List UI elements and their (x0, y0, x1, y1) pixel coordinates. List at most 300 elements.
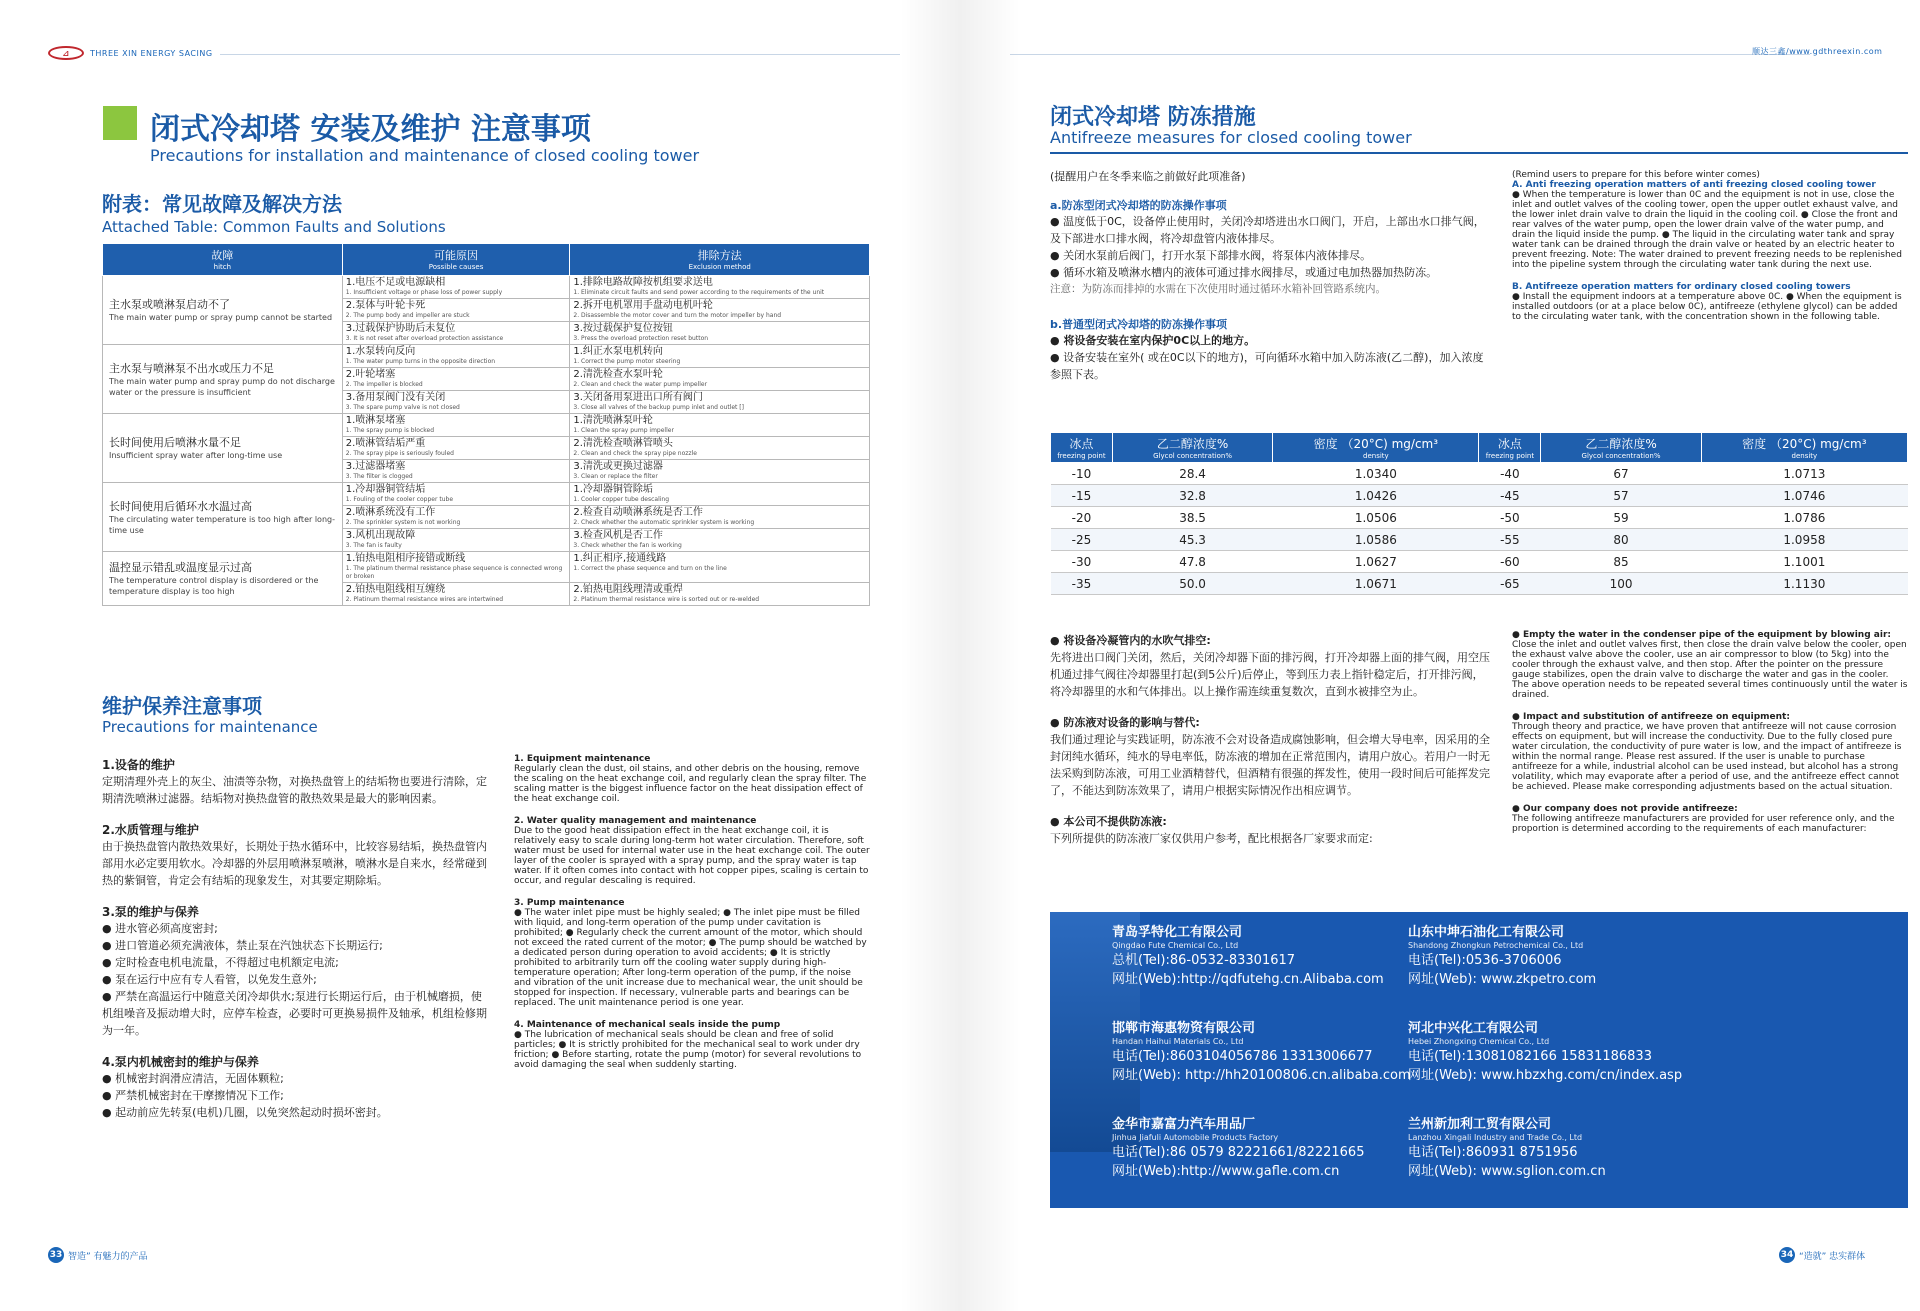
cause-en: 3. The filter is clogged (345, 473, 413, 480)
cause-cn: 1.水泵转向反向 (345, 346, 416, 357)
b-item-text: 将设备安装在室内保护0C以上的地方。 (1063, 334, 1256, 347)
company-entry (1408, 1020, 1682, 1085)
company-tel: 电话(Tel):860931 8751956 (1408, 1145, 1578, 1160)
at-cell: 38.5 (1112, 507, 1272, 529)
a-item-text: 循环水箱及喷淋水槽内的液体可通过排水阀排尽，或通过电加热器加热防冻。 (1063, 266, 1438, 279)
company-web: 网址(Web): www.sglion.com.cn (1408, 1164, 1606, 1179)
at-cell: -45 (1479, 485, 1541, 507)
header-cn: 可能原因 (434, 249, 479, 262)
ops-cn-column (1050, 632, 1490, 847)
page-slogan-right: “造就” 忠实群体 (1799, 1251, 1866, 1262)
at-cell: -25 (1051, 529, 1113, 551)
en-impact-heading: ● Impact and substitution of antifreeze on equipment: (1512, 712, 1790, 722)
at-header-cn: 密度 （20°C) mg/cm³ (1742, 437, 1867, 451)
noprov-text: 下列所提供的防冻液厂家仅供用户参考，配比根据各厂家要求而定: (1050, 832, 1373, 845)
at-cell: -60 (1479, 551, 1541, 573)
at-row (1051, 463, 1908, 485)
cause-cn: 2.叶轮堵塞 (345, 369, 396, 380)
fault-cell (103, 414, 343, 483)
pump-item: ● 进水管必须高度密封; (102, 922, 218, 935)
fix-cell (570, 368, 870, 391)
at-row (1051, 529, 1908, 551)
header-cn: 故障 (211, 249, 234, 262)
maint-heading: 2.水质管理与维护 (102, 823, 199, 837)
page-slogan: 智造” 有魅力的产品 (68, 1251, 148, 1262)
at-header-cell (1273, 433, 1479, 463)
antifreeze-en-column (1512, 170, 1908, 322)
company-name: 青岛孚特化工有限公司 (1112, 925, 1243, 940)
at-cell: 57 (1541, 485, 1701, 507)
fix-cell (570, 506, 870, 529)
at-header-cn: 密度 （20°C) mg/cm³ (1313, 437, 1439, 451)
at-cell: -65 (1479, 573, 1541, 595)
en-noprov-text: The following antifreeze manufacturers are provided for user reference only, and the proportion is determined according to the requirements of each manufacturer: (1512, 814, 1895, 834)
at-row (1051, 485, 1908, 507)
fix-cell (570, 529, 870, 552)
page-number-left (44, 1247, 148, 1263)
cause-en: 1. The spray pump is blocked (345, 427, 435, 434)
fix-cn: 2.拆开电机罩用手盘动电机叶轮 (573, 300, 713, 311)
table-header-cell (570, 244, 870, 276)
at-cell: -30 (1051, 551, 1113, 573)
cause-en: 1. The water pump turns in the opposite direction (345, 358, 496, 365)
seal-item-text: 严禁机械密封在干摩擦情况下工作; (115, 1089, 284, 1102)
antifreeze-table (1050, 432, 1908, 595)
en-blow-heading: ● Empty the water in the condenser pipe of the equipment by blowing air: (1512, 630, 1891, 640)
at-cell: 85 (1541, 551, 1701, 573)
company-web: 网址(Web): http://hh20100806.cn.alibaba.com (1112, 1068, 1411, 1083)
noprov-heading: ● 本公司不提供防冻液: (1050, 815, 1167, 828)
fix-en: 1. Clean the spray pump impeller (573, 427, 674, 434)
b-items (1050, 332, 1490, 383)
en-b-title: B. Antifreeze operation matters for ordinary closed cooling towers (1512, 282, 1851, 292)
at-cell: 1.0958 (1701, 529, 1907, 551)
table-row (103, 414, 870, 437)
at-cell: 1.0426 (1273, 485, 1479, 507)
fix-cell (570, 460, 870, 483)
at-cell: 1.0340 (1273, 463, 1479, 485)
faults-table-wrap (102, 243, 870, 606)
en-noprov-heading: ● Our company does not provide antifreeze: (1512, 804, 1738, 814)
faults-table (102, 243, 870, 606)
cause-en: 1. The platinum thermal resistance phase sequence is connected wrong or broken (345, 565, 563, 580)
table-row (103, 276, 870, 299)
cause-cn: 1.铂热电阻相序接错或断线 (345, 553, 466, 564)
right-page (960, 0, 1920, 1311)
company-web: 网址(Web): www.zkpetro.com (1408, 972, 1597, 987)
cause-cell (342, 368, 570, 391)
header-en: Exclusion method (688, 263, 751, 271)
at-cell: -50 (1479, 507, 1541, 529)
fix-cell (570, 414, 870, 437)
at-header-en: freezing point (1057, 452, 1106, 460)
antifreeze-cn-column (1050, 168, 1490, 383)
fix-cn: 1.冷却器铜管除垢 (573, 484, 653, 495)
company-en: Jinhua Jiafuli Automobile Products Factory (1112, 1133, 1279, 1142)
en-maint-text: Due to the good heat dissipation effect in the heat exchange coil, it is relatively easy to scale during long-term hot water circulation. Therefore, soft water must be used for internal water use in the heat exchange coil. The outer layer of the cooler is sprayed with a spray pump, and the spray water is tap water. If it often comes into contact with hot copper pipes, scaling is certain to occur, and regular descaling is required. (514, 826, 870, 886)
fix-en: 3. Press the overload protection reset button (573, 335, 709, 342)
fault-en: The circulating water temperature is too high after long-time use (109, 514, 335, 535)
company-entry (1112, 1020, 1411, 1085)
at-cell: 1.1130 (1701, 573, 1907, 595)
en-maint-heading: 4. Maintenance of mechanical seals inside the pump (514, 1020, 781, 1030)
manufacturers-panel (1050, 912, 1908, 1208)
at-header-cn: 乙二醇浓度% (1585, 437, 1657, 451)
at-cell: 1.0586 (1273, 529, 1479, 551)
company-entry (1408, 924, 1596, 989)
seal-item: ● 严禁机械密封在干摩擦情况下工作; (102, 1089, 284, 1102)
fix-en: 1. Correct the phase sequence and turn on the line (573, 565, 727, 572)
company-name: 河北中兴化工有限公司 (1408, 1021, 1539, 1036)
cause-cell (342, 391, 570, 414)
b-item: ● 将设备安装在室内保护0C以上的地方。 (1050, 334, 1256, 347)
seal-item: ● 机械密封润滑应清洁，无固体颗粒; (102, 1072, 284, 1085)
company-tel: 电话(Tel):13081082166 15831186833 (1408, 1049, 1652, 1064)
at-cell: 1.0786 (1701, 507, 1907, 529)
at-cell: 100 (1541, 573, 1701, 595)
cause-cell (342, 483, 570, 506)
company-tel: 电话(Tel):8603104056786 13313006677 (1112, 1049, 1373, 1064)
pump-item-text: 进口管道必须充满液体，禁止泵在汽蚀状态下长期运行; (115, 939, 383, 952)
cause-cn: 3.过滤器堵塞 (345, 461, 406, 472)
cause-en: 2. The sprinkler system is not working (345, 519, 461, 526)
en-b-body: ● Install the equipment indoors at a temperature above 0C. ● When the equipment is installed outdoors (or at a place below 0C), antifreeze (ethylene glycol) can be added to the circulating water tank, with the concentration shown in the following table. (1512, 292, 1902, 322)
at-header-cn: 冰点 (1497, 437, 1522, 451)
header-site: 顺达三鑫/www.gdthreexin.com (1752, 47, 1883, 56)
left-title-en: Precautions for installation and maintenance of closed cooling tower (150, 146, 700, 165)
cause-en: 3. The fan is faulty (345, 542, 402, 549)
fix-cell (570, 322, 870, 345)
at-header-cn: 冰点 (1069, 437, 1094, 451)
at-cell: -35 (1051, 573, 1113, 595)
fix-en: 2. Check whether the automatic sprinkler system is working (573, 519, 755, 526)
a-title: a.防冻型闭式冷却塔的防冻操作事项 (1050, 199, 1227, 212)
pump-item: ● 严禁在高温运行中随意关闭冷却供水;泵进行长期运行后，由于机械磨损，使机组噪音及振动增大时，应停车检查，必要时可更换易损件及轴承，机组检修期为一年。 (102, 990, 487, 1037)
cause-cn: 1.喷淋泵堵塞 (345, 415, 406, 426)
fault-en: The temperature control display is disordered or the temperature display is too high (109, 576, 319, 596)
company-web: 网址(Web): www.hbzxhg.com/cn/index.asp (1408, 1068, 1683, 1083)
b-title: b.普通型闭式冷却塔的防冻操作事项 (1050, 318, 1228, 331)
fix-cn: 3.清洗或更换过滤器 (573, 461, 663, 472)
fix-cn: 1.纠正水泵电机转向 (573, 346, 663, 357)
seal-item: ● 起动前应先转泵(电机)几圈，以免突然起动时损坏密封。 (102, 1106, 388, 1119)
en-maint-heading: 2. Water quality management and maintenance (514, 816, 757, 826)
at-header-cell (1479, 433, 1541, 463)
at-cell: 50.0 (1112, 573, 1272, 595)
fault-cell (103, 552, 343, 606)
at-row (1051, 507, 1908, 529)
table-header-cell (103, 244, 343, 276)
seal-item-text: 机械密封润滑应清洁，无固体颗粒; (115, 1072, 284, 1085)
fix-cn: 2.检查自动喷淋系统是否工作 (573, 507, 703, 518)
en-maint-text: Regularly clean the dust, oil stains, and other debris on the housing, remove the scaling on the heat exchange coil, and regularly clean the spray filter. The scaling matter is the biggest influence factor on the heat dissipation effect of the heat exchange coil. (514, 764, 867, 804)
cause-cell (342, 437, 570, 460)
table-row (103, 345, 870, 368)
en-maint-text: ● The water inlet pipe must be highly sealed; ● The inlet pipe must be filled with liquid, and long-term operation of the pump under cavitation is prohibited; ● Regularly check the current amount of the motor, which should not exceed the rated current of the motor; ● The pump should be watched by a dedicated person during operation to avoid accidents; ● It is strictly prohibited to arbitrarily turn off the cooling water supply during high-temperature operation; After long-term operation of the pump, if the noise and vibration of the unit increase due to mechanical wear, the unit should be stopped for inspection. If necessary, vulnerable parts and bearings can be replaced. The unit maintenance period is one year. (514, 908, 867, 1008)
maint-en-column (514, 754, 870, 1070)
cause-cell (342, 322, 570, 345)
fix-en: 2. Clean and check the spray pipe nozzle (573, 450, 697, 457)
fault-cn: 长时间使用后喷淋水量不足 (109, 436, 241, 449)
cause-cell (342, 299, 570, 322)
cause-cn: 2.泵体与叶轮卡死 (345, 300, 426, 311)
company-en: Qingdao Fute Chemical Co., Ltd (1112, 941, 1239, 950)
table-row (103, 483, 870, 506)
company-en: Lanzhou Xingali Industry and Trade Co., Ltd (1408, 1133, 1583, 1142)
a-item-text: 温度低于0C，设备停止使用时，关闭冷却塔进出水口阀门，开启，上部出水口排气阀，及下部进水口排水阀，将冷却盘管内液体排尽。 (1050, 215, 1485, 245)
fix-en: 1. Cooler copper tube descaling (573, 496, 670, 503)
pump-item-text: 严禁在高温运行中随意关闭冷却供水;泵进行长期运行后，由于机械磨损，使机组噪音及振动增大时，应停车检查，必要时可更换易损件及轴承，机组检修期为一年。 (102, 990, 487, 1037)
company-entry (1112, 1116, 1364, 1181)
header-en: hitch (213, 263, 232, 271)
right-title-en: Antifreeze measures for closed cooling tower (1050, 128, 1412, 147)
fix-en: 1. Eliminate circuit faults and send power according to the requirements of the unit (573, 289, 825, 296)
at-cell: 67 (1541, 463, 1701, 485)
header-left (48, 46, 213, 60)
at-row (1051, 551, 1908, 573)
cause-en: 1. Fouling of the cooler copper tube (345, 496, 454, 503)
maint-heading: 1.设备的维护 (102, 758, 175, 772)
at-cell: -10 (1051, 463, 1113, 485)
title-marker-icon (103, 106, 137, 140)
at-cell: 47.8 (1112, 551, 1272, 573)
fix-en: 2. Clean and check the water pump impeller (573, 381, 708, 388)
cause-cell (342, 529, 570, 552)
company-tel: 电话(Tel):0536-3706006 (1408, 953, 1562, 968)
company-tel: 电话(Tel):86 0579 82221661/82221665 (1112, 1145, 1365, 1160)
fix-cn: 2.清洗检查水泵叶轮 (573, 369, 663, 380)
header-rule (220, 54, 900, 55)
a-item-text: 关闭水泵前后阀门，打开水泵下部排水阀，将泵体内液体排尽。 (1063, 249, 1372, 262)
cause-en: 2. The impeller is blocked (345, 381, 423, 388)
header-cn: 排除方法 (697, 249, 742, 262)
table-title-en: Attached Table: Common Faults and Solutions (102, 218, 446, 236)
table-title-cn: 附表：常见故障及解决方法 (102, 192, 342, 216)
pump-item: ● 泵在运行中应有专人看管，以免发生意外; (102, 973, 317, 986)
fault-en: The main water pump or spray pump cannot be started (109, 313, 333, 322)
ops-en-column (1512, 630, 1908, 834)
table-header-cell (342, 244, 570, 276)
pump-item-text: 定时检查电机电流量，不得超过电机额定电流; (115, 956, 339, 969)
header-company: THREE XIN ENERGY SACING (90, 48, 213, 58)
cause-en: 2. The spray pipe is seriously fouled (345, 450, 454, 457)
en-impact-text: Through theory and practice, we have proven that antifreeze will not cause corrosion effects on equipment, but will increase the conductivity. Due to the fully closed pure water circulation, the conductivity of pure water is low, and the impact of antifreeze is within the normal range. Please rest assured. If the user is unable to purchase antifreeze for a while, industrial alcohol can be used instead, but alcohol has a strong volatility, which may evaporate after a period of use, and the antifreeze effect cannot be achieved. Please make corresponding adjustments based on the actual situation. (1512, 722, 1902, 792)
a-item: ● 关闭水泵前后阀门，打开水泵下部排水阀，将泵体内液体排尽。 (1050, 249, 1372, 262)
cause-cell (342, 506, 570, 529)
at-header-cell (1701, 433, 1907, 463)
table-row (103, 552, 870, 583)
at-cell: -15 (1051, 485, 1113, 507)
company-tel: 总机(Tel):86-0532-83301617 (1112, 953, 1296, 968)
fix-cn: 2.清洗检查喷淋管喷头 (573, 438, 673, 449)
en-maint-heading: 3. Pump maintenance (514, 898, 625, 908)
fix-en: 3. Check whether the fan is working (573, 542, 682, 549)
cause-cn: 2.喷淋管结垢严重 (345, 438, 426, 449)
maint-text: 定期清理外壳上的灰尘、油渍等杂物，对换热盘管上的结垢物也要进行清除，定期清洗喷淋过滤器。结垢物对换热盘管的散热效果是最大的影响因素。 (102, 775, 487, 805)
at-cell: -55 (1479, 529, 1541, 551)
fault-cn: 温控显示错乱或温度显示过高 (109, 561, 252, 574)
fault-cn: 主水泵或喷淋泵启动不了 (109, 298, 230, 311)
cause-cn: 3.备用泵阀门没有关闭 (345, 392, 446, 403)
at-cell: -20 (1051, 507, 1113, 529)
en-a-body: ● When the temperature is lower than 0C and the equipment is not in use, close the inlet and outlet valves of the cooling tower, open the upper outlet exhaust valve, and the lower inlet drain valve to drain the liquid in the cooling coil. ● Close the front and rear valves of the water pump, open the lower drain valve of the water pump, and drain the liquid inside the pump. ● The liquid in the circulating water tank and spray water tank can be drained through the drain valve or heated by an electric heater to prevent freezing. Note: The water drained to prevent freezing needs to be replenished into the pipeline system through the circulating water tank during the next use. (1512, 190, 1902, 270)
pump-heading: 3.泵的维护与保养 (102, 905, 199, 919)
impact-text: 我们通过理论与实践证明，防冻液不会对设备造成腐蚀影响，但会增大导电率，因采用的全封闭纯水循环，纯水的导电率低，防冻液的增加在正常范围内，请用户放心。若用户一时无法采购到防冻液，可用工业酒精替代，但酒精有很强的挥发性，使用一段时间后可能挥发完了，不能达到防冻效果了，请用户根据实际情况作出相应调节。 (1050, 733, 1490, 797)
pump-item: ● 进口管道必须充满液体，禁止泵在汽蚀状态下长期运行; (102, 939, 383, 952)
pump-item: ● 定时检查电机电流量，不得超过电机额定电流; (102, 956, 339, 969)
cause-cn: 3.过载保护协助后未复位 (345, 323, 456, 334)
cause-cell (342, 414, 570, 437)
remind-en: (Remind users to prepare for this before winter comes) (1512, 170, 1760, 180)
fix-cell (570, 391, 870, 414)
at-header-en: freezing point (1485, 452, 1535, 460)
cause-en: 2. Platinum thermal resistance wires are intertwined (345, 596, 504, 603)
cause-cell (342, 345, 570, 368)
fault-cn: 主水泵与喷淋泵不出水或压力不足 (109, 361, 274, 375)
a-item: ● 循环水箱及喷淋水槽内的液体可通过排水阀排尽，或通过电加热器加热防冻。 (1050, 266, 1438, 279)
fix-cell (570, 345, 870, 368)
cause-cn: 2.喷淋系统没有工作 (345, 507, 436, 518)
cause-cell (342, 552, 570, 583)
header-en: Possible causes (428, 263, 484, 271)
at-cell: 45.3 (1112, 529, 1272, 551)
company-en: Hebei Zhongxing Chemical Co., Ltd (1408, 1037, 1550, 1046)
maint-title-en: Precautions for maintenance (102, 718, 318, 736)
company-name: 兰州新加利工贸有限公司 (1408, 1117, 1552, 1132)
fix-cn: 3.检查风机是否工作 (573, 530, 663, 541)
at-header-en: Glycol concentration% (1153, 452, 1233, 460)
maint-cn-column (102, 742, 492, 1121)
cause-cell (342, 276, 570, 299)
at-cell: 1.0671 (1273, 573, 1479, 595)
at-cell: 59 (1541, 507, 1701, 529)
fix-en: 1. Correct the pump motor steering (573, 358, 681, 365)
cause-cn: 2.铂热电阻线相互缠绕 (345, 584, 446, 595)
cause-en: 3. The spare pump valve is not closed (345, 404, 460, 411)
fix-en: 3. Close all valves of the backup pump inlet and outlet [] (573, 404, 744, 411)
impact-heading: ● 防冻液对设备的影响与替代: (1050, 716, 1200, 729)
cause-en: 2. The pump body and impeller are stuck (345, 312, 470, 319)
cause-cell (342, 583, 570, 606)
at-header-cell (1112, 433, 1272, 463)
company-en: Handan Haihui Materials Co., Ltd (1112, 1037, 1244, 1046)
at-cell: 1.0627 (1273, 551, 1479, 573)
at-header-cell (1051, 433, 1113, 463)
fault-cn: 长时间使用后循环水水温过高 (109, 499, 252, 513)
at-row (1051, 573, 1908, 595)
fault-cell (103, 483, 343, 552)
b-item: ● 设备安装在室外( 或在0C以下的地方)，可向循环水箱中加入防冻液(乙二醇)，加入浓度参照下表。 (1050, 351, 1484, 381)
fix-cn: 3.关闭备用泵进出口所有阀门 (573, 392, 703, 403)
page-number-badge: 33 (48, 1247, 64, 1263)
at-cell: 28.4 (1112, 463, 1272, 485)
a-item: ● 温度低于0C，设备停止使用时，关闭冷却塔进出水口阀门，开启，上部出水口排气阀，及下部进水口排水阀，将冷却盘管内液体排尽。 (1050, 215, 1485, 245)
b-item-text: 设备安装在室外( 或在0C以下的地方)，可向循环水箱中加入防冻液(乙二醇)，加入浓度参照下表。 (1050, 351, 1484, 381)
fix-cn: 1.纠正相序,接通线路 (573, 553, 667, 564)
fault-en: The main water pump and spray pump do not discharge water or the pressure is insufficient (109, 376, 335, 397)
company-logo-icon: ⊿ (48, 46, 84, 60)
at-cell: 1.0713 (1701, 463, 1907, 485)
pump-item-text: 进水管必须高度密封; (115, 922, 218, 935)
a-items (1050, 213, 1490, 281)
header-right (1752, 46, 1882, 57)
fix-en: 2. Disassemble the motor cover and turn the motor impeller by hand (573, 312, 782, 319)
pump-item-text: 泵在运行中应有专人看管，以免发生意外; (115, 973, 317, 986)
company-name: 邯郸市海惠物资有限公司 (1112, 1021, 1256, 1036)
fix-cn: 1.清洗喷淋泵叶轮 (573, 415, 653, 426)
title-rule (1050, 152, 1908, 154)
fault-cell (103, 345, 343, 414)
at-header-cell (1541, 433, 1701, 463)
en-blow-text: Close the inlet and outlet valves first, then close the drain valve below the cooler, open the exhaust valve above the cooler, use an air compressor to blow (to 5kg) into the cooler through the exhaust valve, and then stop. After the pointer on the pressure gauge stabilizes, open the drain valve to discharge the water and gas in the cooler. The above operation needs to be repeated several times continuously until the water is drained. (1512, 640, 1908, 700)
maint-title-cn: 维护保养注意事项 (102, 694, 262, 718)
fault-cell (103, 276, 343, 345)
fix-en: 3. Clean or replace the filter (573, 473, 658, 480)
cause-en: 3. It is not reset after overload protection assistance (345, 335, 504, 342)
fix-cell (570, 552, 870, 583)
company-en: Shandong Zhongkun Petrochemical Co., Ltd (1408, 941, 1584, 950)
page-number-badge-right: 34 (1779, 1247, 1795, 1263)
page-number-right (1775, 1247, 1865, 1263)
cause-cn: 3.风机出现故障 (345, 530, 416, 541)
antifreeze-table-wrap (1050, 432, 1908, 595)
company-web: 网址(Web):http://qdfutehg.cn.Alibaba.com (1112, 972, 1384, 987)
a-note: 注意：为防冻而排掉的水需在下次使用时通过循环水箱补回管路系统内。 (1050, 283, 1386, 295)
cause-en: 1. Insufficient voltage or phase loss of power supply (345, 289, 503, 296)
at-cell: -40 (1479, 463, 1541, 485)
fix-en: 2. Platinum thermal resistance wire is sorted out or re-welded (573, 596, 760, 603)
at-cell: 32.8 (1112, 485, 1272, 507)
company-name: 金华市嘉富力汽车用品厂 (1112, 1117, 1256, 1132)
remind-cn: (提醒用户在冬季来临之前做好此项准备) (1050, 170, 1246, 183)
blow-text: 先将进出口阀门关闭，然后，关闭冷却器下面的排污阀，打开冷却器上面的排气阀，用空压机通过排气阀往冷却器里打起(到5公斤)后停止，等到压力表上指针稳定后，打开排污阀，将冷却器里的水和气体排出。以上操作需连续重复数次，直到水被排空为止。 (1050, 651, 1490, 698)
cause-cn: 1.电压不足或电源缺相 (345, 277, 446, 288)
fix-cn: 1.排除电路故障按机组要求送电 (573, 277, 713, 288)
maint-text: 由于换热盘管内散热效果好，长期处于热水循环中，比较容易结垢，换热盘管内部用水必定要用软水。冷却器的外层用喷淋泵喷淋，喷淋水是自来水，经常碰到热的紫铜管，肯定会有结垢的现象发生，对其要定期除垢。 (102, 840, 487, 887)
fix-cell (570, 583, 870, 606)
at-cell: 1.0746 (1701, 485, 1907, 507)
at-header-en: Glycol concentration% (1581, 452, 1661, 460)
blow-heading: ● 将设备冷凝管内的水吹气排空: (1050, 634, 1211, 647)
seal-item-text: 起动前应先转泵(电机)几圈，以免突然起动时损坏密封。 (115, 1106, 388, 1119)
en-a-title: A. Anti freezing operation matters of anti freezing closed cooling tower (1512, 180, 1876, 190)
fix-cell (570, 299, 870, 322)
left-title-cn: 闭式冷却塔 安装及维护 注意事项 (150, 112, 591, 147)
fault-en: Insufficient spray water after long-time use (109, 451, 283, 460)
en-maint-text: ● The lubrication of mechanical seals should be clean and free of solid particles; ● It is strictly prohibited for the mechanical seal to work under dry friction; ● Before starting, rotate the pump (motor) for several revolutions to avoid damaging the seal when suddenly starting. (514, 1030, 862, 1070)
fix-cell (570, 437, 870, 460)
company-entry (1112, 924, 1384, 989)
fix-cell (570, 483, 870, 506)
at-cell: 1.1001 (1701, 551, 1907, 573)
en-maint-heading: 1. Equipment maintenance (514, 754, 651, 764)
at-header-cn: 乙二醇浓度% (1156, 437, 1229, 451)
seal-heading: 4.泵内机械密封的维护与保养 (102, 1055, 259, 1069)
fix-cell (570, 276, 870, 299)
at-cell: 1.0506 (1273, 507, 1479, 529)
cause-cell (342, 460, 570, 483)
right-title-cn: 闭式冷却塔 防冻措施 (1050, 105, 1256, 130)
fix-cn: 3.按过载保护复位按钮 (573, 323, 673, 334)
fix-cn: 2.铂热电阻线理清或重焊 (573, 584, 683, 595)
at-cell: 80 (1541, 529, 1701, 551)
company-entry (1408, 1116, 1606, 1181)
at-header-en: density (1791, 452, 1818, 460)
company-name: 山东中坤石油化工有限公司 (1408, 925, 1565, 940)
company-web: 网址(Web):http://www.gafle.com.cn (1112, 1164, 1340, 1179)
cause-cn: 1.冷却器铜管结垢 (345, 484, 426, 495)
header-rule-right (1010, 54, 1810, 55)
